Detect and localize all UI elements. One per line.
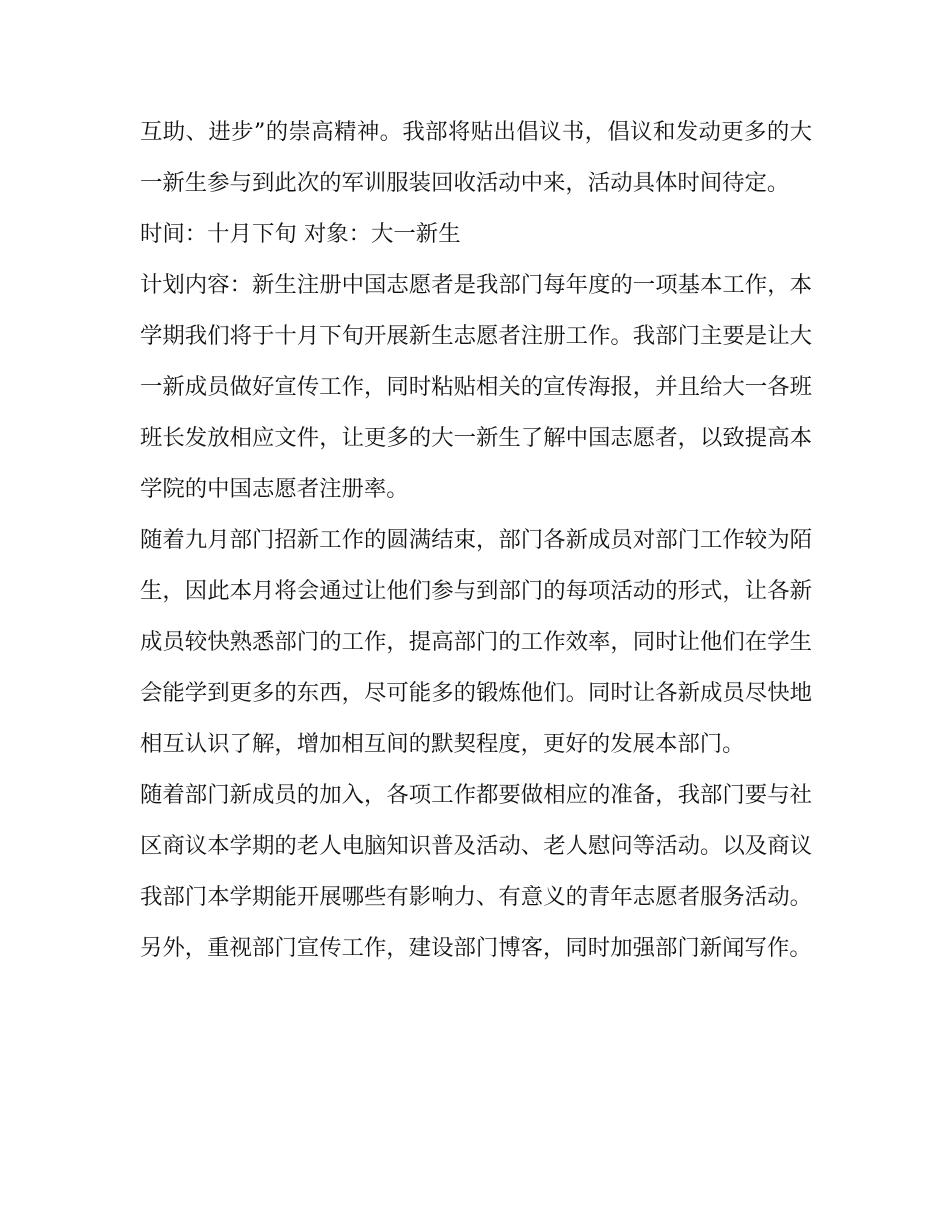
- paragraph-community-activities: 随着部门新成员的加入，各项工作都要做相应的准备，我部门要与社区商议本学期的老人电脑知识普及活动、老人慰问等活动。以及商议我部门本学期能开展哪些有影响力、有意义的青年志愿者服务活动。另外，重视部门宣传工作，建设部门博客，同时加强部门新闻写作。: [140, 782, 812, 961]
- document-body: [140, 107, 812, 974]
- paragraph-new-members: 随着九月部门招新工作的圆满结束，部门各新成员对部门工作较为陌生，因此本月将会通过让他们参与到部门的每项活动的形式，让各新成员较快熟悉部门的工作，提高部门的工作效率，同时让他们在学生会能学到更多的东西，尽可能多的锻炼他们。同时让各新成员尽快地相互认识了解，增加相互间的默契程度，更好的发展本部门。: [140, 527, 812, 757]
- paragraph-plan-content: 计划内容：新生注册中国志愿者是我部门每年度的一项基本工作，本学期我们将于十月下旬开展新生志愿者注册工作。我部门主要是让大一新成员做好宣传工作，同时粘贴相关的宣传海报，并且给大一各班班长发放相应文件，让更多的大一新生了解中国志愿者，以致提高本学院的中国志愿者注册率。: [140, 272, 812, 502]
- paragraph-time-audience: 时间：十月下旬 对象：大一新生: [140, 221, 461, 247]
- paragraph-uniform-recycling: 互助、进步”的崇高精神。我部将贴出倡议书，倡议和发动更多的大一新生参与到此次的军训服装回收活动中来，活动具体时间待定。: [140, 119, 812, 196]
